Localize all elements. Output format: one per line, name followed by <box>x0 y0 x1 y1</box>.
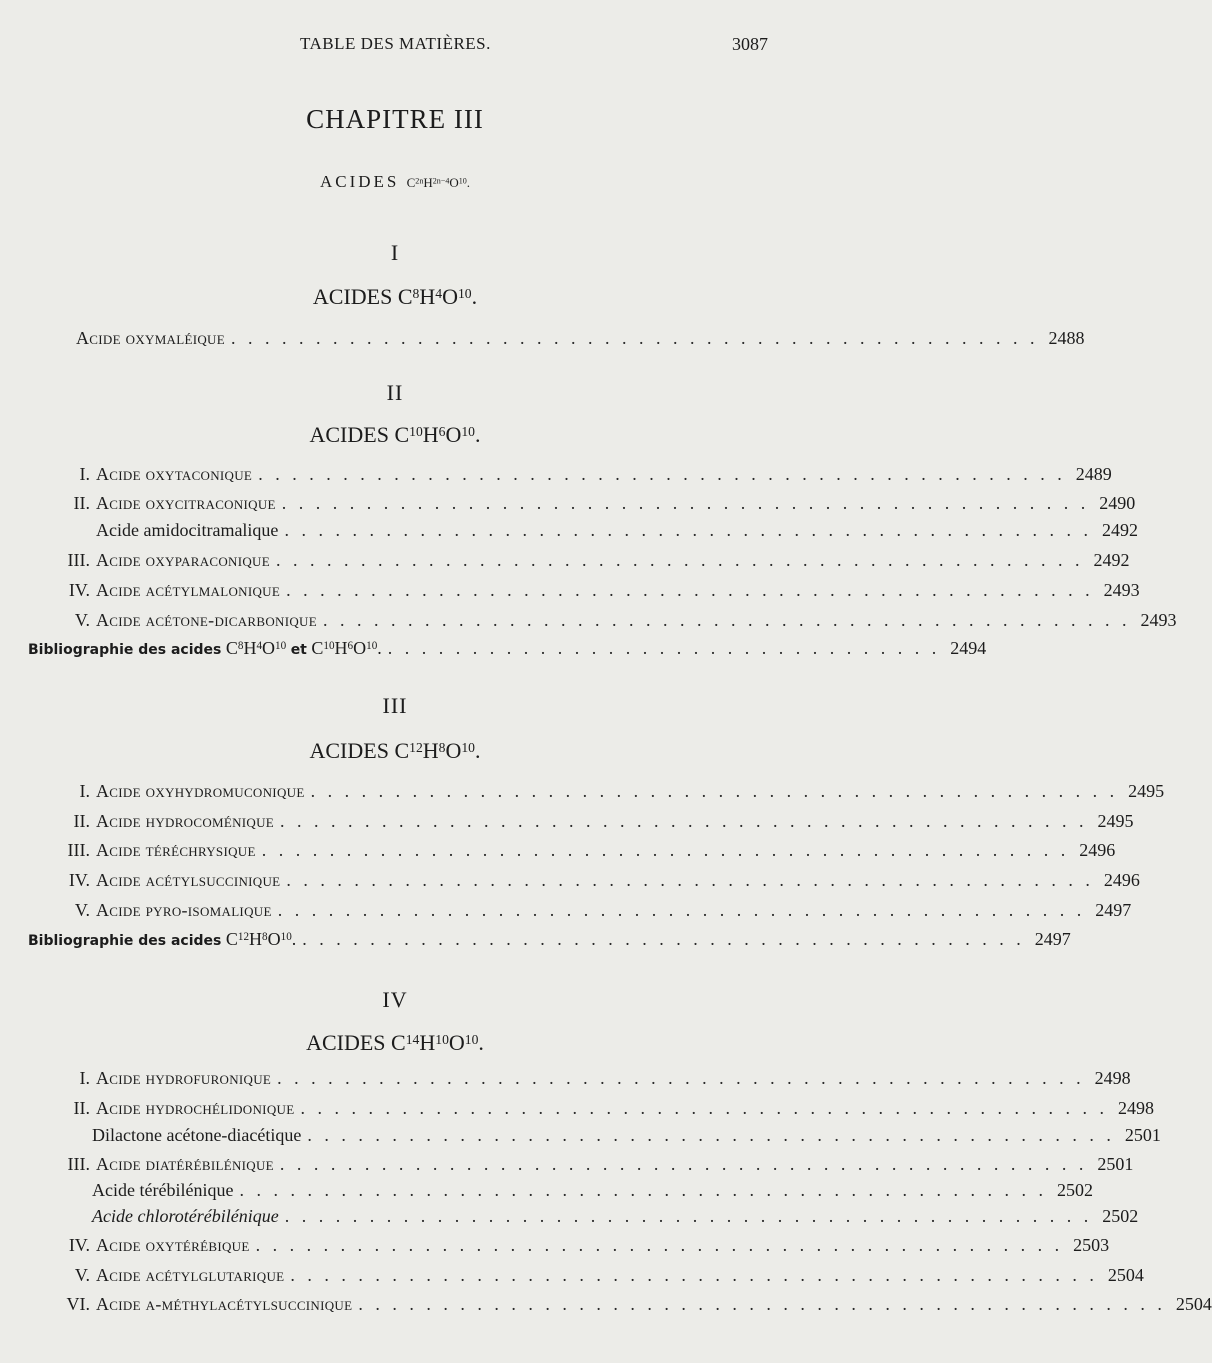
entry-name: Acide diatérébilénique <box>96 1154 274 1174</box>
bibliography-label: Bibliographie des acides $C^8H^4O^{10}$ et $C^{10}H^6O^{10}$. <box>28 638 382 658</box>
entry-name: Acide oxycitraconique <box>96 493 276 513</box>
entry-name: Acide acétylglutarique <box>96 1265 285 1285</box>
bibliography-entry[interactable] <box>28 929 1071 957</box>
section-number: I <box>390 240 400 265</box>
toc-entry[interactable] <box>92 1180 1093 1208</box>
entry-page: 2496 <box>1079 840 1116 860</box>
toc-entry[interactable] <box>96 520 1138 548</box>
section-title: ACIDES $C^{12}H^8O^{10}$. <box>309 738 481 763</box>
toc-entry[interactable] <box>46 811 1134 839</box>
toc-entry[interactable] <box>46 1068 1131 1096</box>
entry-name: Acide hydrofuronique <box>96 1068 272 1088</box>
toc-entry[interactable] <box>46 1154 1134 1182</box>
entry-name: Acide acétone-dicarbonique <box>96 610 317 630</box>
toc-entry[interactable] <box>46 870 1140 898</box>
entry-name: Dilactone acétone-diacétique <box>92 1125 302 1145</box>
section-title: ACIDES $C^{14}H^{10}O^{10}$. <box>306 1030 484 1055</box>
entry-page: 2496 <box>1103 870 1140 890</box>
entry-page: 2493 <box>1103 580 1140 600</box>
dot-leader: . . . . . . . . . . . . . . . . . . . . . . . . . . . . . . . . . . . . . . . . . . . . . . . . <box>281 493 1090 513</box>
entry-page: 2502 <box>1102 1206 1139 1226</box>
entry-page: 2494 <box>950 638 987 658</box>
toc-entry[interactable] <box>46 781 1165 809</box>
section-number: III <box>382 693 408 718</box>
dot-leader: . . . . . . . . . . . . . . . . . . . . . . . . . . . . . . . . . . . . . . . . . . . . . . . . <box>277 900 1086 920</box>
entry-page: 2498 <box>1117 1098 1154 1118</box>
dot-leader: . . . . . . . . . . . . . . . . . . . . . . . . . . . . . . . . . . . . . . . . . . . . . . . . <box>358 1294 1166 1314</box>
bibliography-label: Bibliographie des acides $C^{12}H^8O^{10}$. <box>28 929 297 949</box>
entry-page: 2492 <box>1093 550 1130 570</box>
entry-name: Acide hydrochélidonique <box>96 1098 295 1118</box>
dot-leader: . . . . . . . . . . . . . . . . . . . . . . . . . . . . . . . . . . . . . . . . . . . . . . . . <box>280 811 1088 831</box>
page-number: 3087 <box>732 34 768 54</box>
toc-entry[interactable] <box>46 900 1132 928</box>
entry-number: II. <box>73 493 90 513</box>
dot-leader: . . . . . . . . . . . . . . . . . . . . . . . . . . . . . . . . . . . . . . . . . . . . . . . . <box>290 1265 1098 1285</box>
chapter-subtitle: ACIDES $C^{2n}H^{2n-4}O^{10}$. <box>319 172 471 191</box>
entry-name: Acide oxyparaconique <box>96 550 270 570</box>
entry-number: III. <box>67 840 90 860</box>
entry-number: I. <box>79 1068 90 1088</box>
section-title: ACIDES $C^{10}H^6O^{10}$. <box>309 422 481 447</box>
toc-entry[interactable] <box>46 610 1177 638</box>
entry-name: Acide térébilénique <box>92 1180 234 1200</box>
dot-leader: . . . . . . . . . . . . . . . . . . . . . . . . . . . . . . . . . . . . . . . . . . . . . . . . <box>284 1206 1093 1226</box>
entry-page: 2497 <box>1095 900 1132 920</box>
entry-page: 2504 <box>1107 1265 1144 1285</box>
entry-name: Acide acétylmalonique <box>96 580 281 600</box>
dot-leader: . . . . . . . . . . . . . . . . . . . . . . . . . . . . . . . . . . . . . . . . . . . . . . . . <box>323 610 1131 630</box>
entry-number: VI. <box>66 1294 90 1314</box>
toc-entry[interactable] <box>46 1265 1144 1293</box>
dot-leader: . . . . . . . . . . . . . . . . . . . . . . . . . . . . . . . . . <box>387 638 941 658</box>
dot-leader: . . . . . . . . . . . . . . . . . . . . . . . . . . . . . . . . . . . . . . . . . . . . . . . . <box>279 1154 1088 1174</box>
chapter-title: CHAPITRE III <box>306 104 484 134</box>
entry-number: IV. <box>68 870 90 890</box>
entry-name: Acide téréchrysique <box>96 840 256 860</box>
bibliography-entry[interactable] <box>28 638 987 666</box>
entry-name: Acide amidocitramalique <box>96 520 279 540</box>
entry-name: Acide α-méthylacétylsuccinique <box>96 1294 353 1314</box>
dot-leader: . . . . . . . . . . . . . . . . . . . . . . . . . . . . . . . . . . . . . . . . . . . . . . . . <box>286 580 1094 600</box>
entry-number: I. <box>79 464 90 484</box>
entry-name: Acide pyro-isomalique <box>96 900 272 920</box>
entry-page: 2501 <box>1097 1154 1134 1174</box>
dot-leader: . . . . . . . . . . . . . . . . . . . . . . . . . . . . . . . . . . . . . . . . . . . . . . . . <box>275 550 1084 570</box>
dot-leader: . . . . . . . . . . . . . . . . . . . . . . . . . . . . . . . . . . . . . . . . . . . . . . . . <box>310 781 1119 801</box>
toc-entry[interactable] <box>46 464 1112 492</box>
entry-page: 2502 <box>1056 1180 1093 1200</box>
entry-page: 2504 <box>1175 1294 1212 1314</box>
dot-leader: . . . . . . . . . . . . . . . . . . . . . . . . . . . . . . . . . . . . . . . . . . . . . . . . <box>261 840 1070 860</box>
entry-number: III. <box>67 550 90 570</box>
entry-name: Acide oxyhydromuconique <box>96 781 305 801</box>
entry-number: I. <box>79 781 90 801</box>
dot-leader: . . . . . . . . . . . . . . . . . . . . . . . . . . . . . . . . . . . . . . . . . . . . . . . . <box>286 870 1094 890</box>
entry-number: IV. <box>68 580 90 600</box>
dot-leader: . . . . . . . . . . . . . . . . . . . . . . . . . . . . . . . . . . . . . . . . . . . . . . . . <box>239 1180 1047 1200</box>
dot-leader: . . . . . . . . . . . . . . . . . . . . . . . . . . . . . . . . . . . . . . . . . . . . . . . . <box>277 1068 1085 1088</box>
entry-number: V. <box>74 1265 90 1285</box>
entry-number: V. <box>74 900 90 920</box>
entry-number: IV. <box>68 1235 90 1255</box>
entry-page: 2503 <box>1073 1235 1110 1255</box>
toc-entry[interactable] <box>46 580 1140 608</box>
section-number: IV <box>382 987 408 1012</box>
entry-page: 2501 <box>1124 1125 1161 1145</box>
dot-leader: . . . . . . . . . . . . . . . . . . . . . . . . . . . . . . . . . . . . . . . . . . . . . . . . <box>307 1125 1115 1145</box>
dot-leader: . . . . . . . . . . . . . . . . . . . . . . . . . . . . . . . . . . . . . . . . . . . . . . . . <box>284 520 1092 540</box>
toc-entry[interactable] <box>46 1294 1212 1322</box>
entry-page: 2497 <box>1034 929 1071 949</box>
entry-page: 2488 <box>1048 328 1085 348</box>
entry-name: Acide chlorotérébilénique <box>92 1206 279 1226</box>
toc-entry[interactable] <box>46 1235 1110 1263</box>
toc-entry[interactable] <box>76 328 1085 356</box>
entry-name: Acide oxytaconique <box>96 464 253 484</box>
entry-name: Acide oxytérébique <box>96 1235 250 1255</box>
entry-number: III. <box>67 1154 90 1174</box>
entry-page: 2495 <box>1097 811 1134 831</box>
toc-entry[interactable] <box>46 493 1136 521</box>
dot-leader: . . . . . . . . . . . . . . . . . . . . . . . . . . . . . . . . . . . . . . . . . . . . . . . . <box>255 1235 1064 1255</box>
toc-entry[interactable] <box>92 1206 1139 1234</box>
dot-leader: . . . . . . . . . . . . . . . . . . . . . . . . . . . . . . . . . . . . . . . . . . . . . . . . <box>230 328 1039 348</box>
entry-name: Acide oxymaléique <box>76 328 225 348</box>
entry-page: 2489 <box>1075 464 1112 484</box>
running-header: TABLE DES MATIÈRES. <box>300 34 491 53</box>
toc-entry[interactable] <box>46 1098 1154 1126</box>
entry-page: 2492 <box>1101 520 1138 540</box>
entry-page: 2498 <box>1094 1068 1131 1088</box>
entry-page: 2490 <box>1099 493 1136 513</box>
entry-page: 2493 <box>1140 610 1177 630</box>
dot-leader: . . . . . . . . . . . . . . . . . . . . . . . . . . . . . . . . . . . . . . . . . . . . . . . . <box>258 464 1066 484</box>
toc-entry[interactable] <box>46 840 1116 868</box>
dot-leader: . . . . . . . . . . . . . . . . . . . . . . . . . . . . . . . . . . . . . . . . . . . . . . . . <box>300 1098 1108 1118</box>
toc-entry[interactable] <box>92 1125 1161 1153</box>
entry-number: II. <box>73 1098 90 1118</box>
section-title: ACIDES $C^8H^4O^{10}$. <box>312 284 478 309</box>
toc-entry[interactable] <box>46 550 1130 578</box>
dot-leader: . . . . . . . . . . . . . . . . . . . . . . . . . . . . . . . . . . . . . . . . . . . <box>302 929 1025 949</box>
entry-number: V. <box>74 610 90 630</box>
entry-number: II. <box>73 811 90 831</box>
entry-page: 2495 <box>1128 781 1165 801</box>
entry-name: Acide acétylsuccinique <box>96 870 281 890</box>
section-number: II <box>386 380 404 405</box>
entry-name: Acide hydrocoménique <box>96 811 275 831</box>
